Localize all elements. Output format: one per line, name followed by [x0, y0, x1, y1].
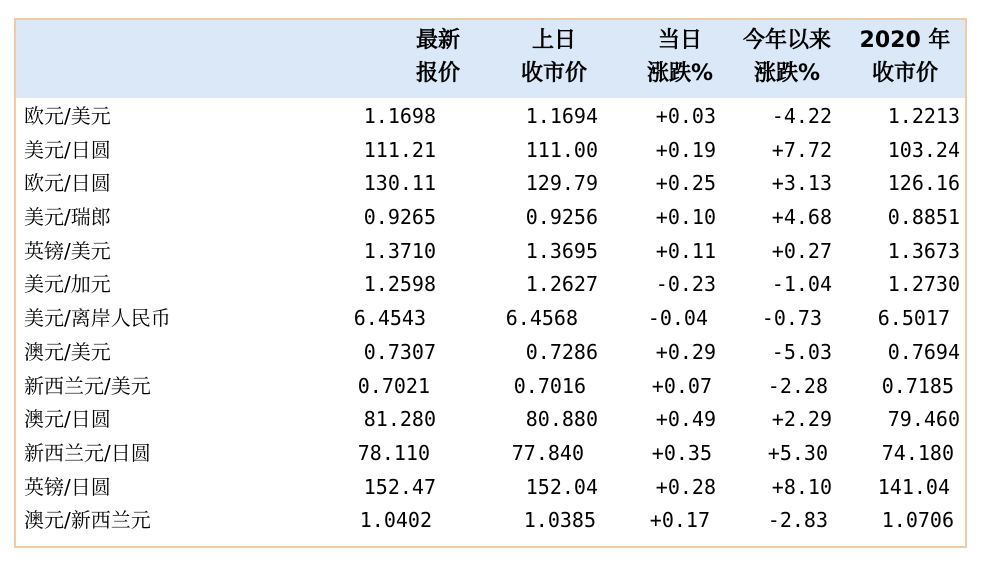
prev-close-value: 0.7286 — [525, 339, 598, 364]
latest-value: 78.110 — [357, 440, 430, 465]
close-2020-value: 1.2213 — [887, 104, 960, 128]
latest-value: 1.2598 — [363, 272, 436, 297]
table-row — [16, 201, 965, 235]
latest-value: 152.47 — [363, 474, 436, 499]
prev-close-value: 0.7016 — [513, 373, 586, 398]
header-day-change-line1: 当日 — [657, 28, 702, 53]
day-change-value: +0.29 — [655, 339, 716, 364]
prev-close-value: 0.9256 — [525, 205, 598, 230]
pair-name: 新西兰元/日圆 — [24, 440, 151, 465]
ytd-change-value: +5.30 — [767, 440, 828, 465]
prev-close-value: 80.880 — [525, 407, 598, 432]
day-change-value: +0.17 — [649, 508, 710, 533]
day-change-value: -0.04 — [647, 306, 708, 331]
pair-name: 新西兰元/美元 — [24, 373, 151, 398]
pair-name: 英镑/美元 — [24, 238, 111, 263]
header-day-change — [620, 24, 740, 90]
pair-name: 澳元/美元 — [24, 339, 111, 364]
table-header — [16, 20, 965, 98]
prev-close-value: 1.2627 — [525, 272, 598, 297]
table-row — [16, 471, 965, 505]
table-row — [16, 302, 965, 336]
ytd-change-value: -2.83 — [767, 508, 828, 533]
day-change-value: +0.11 — [655, 238, 716, 263]
pair-name: 美元/加元 — [24, 272, 111, 297]
ytd-change-value: +7.72 — [771, 137, 832, 162]
ytd-change-value: -2.28 — [767, 373, 828, 398]
table-row — [16, 370, 965, 404]
close-2020-value: 1.3673 — [887, 238, 960, 263]
prev-close-value: 129.79 — [525, 171, 598, 196]
table-row — [16, 403, 965, 437]
latest-value: 1.0402 — [359, 508, 432, 533]
table-row — [16, 167, 965, 201]
pair-name: 欧元/日圆 — [24, 171, 111, 196]
ytd-change-value: +4.68 — [771, 205, 832, 230]
header-close-2020-line2: 收市价 — [871, 61, 938, 86]
table-row — [16, 100, 965, 134]
day-change-value: -0.23 — [655, 272, 716, 297]
header-prev-close — [494, 24, 614, 90]
ytd-change-value: -0.73 — [761, 306, 822, 331]
day-change-value: +0.10 — [655, 205, 716, 230]
fx-table — [14, 18, 967, 548]
day-change-value: +0.19 — [655, 137, 716, 162]
close-2020-value: 0.7694 — [887, 339, 960, 364]
day-change-value: +0.49 — [655, 407, 716, 432]
table-row — [16, 504, 965, 538]
header-latest-line2: 报价 — [415, 61, 460, 86]
day-change-value: +0.25 — [655, 171, 716, 196]
close-2020-value: 74.180 — [881, 440, 954, 465]
header-ytd-change-line1: 今年以来 — [742, 28, 831, 53]
ytd-change-value: +8.10 — [771, 474, 832, 499]
prev-close-value: 111.00 — [525, 137, 598, 162]
close-2020-value: 1.0706 — [881, 508, 954, 533]
table-body — [16, 100, 965, 538]
day-change-value: +0.28 — [655, 474, 716, 499]
latest-value: 1.3710 — [363, 238, 436, 263]
latest-value: 111.21 — [363, 137, 436, 162]
pair-name: 美元/瑞郎 — [24, 205, 111, 230]
header-prev-close-line1: 上日 — [531, 28, 576, 53]
close-2020-value: 79.460 — [887, 407, 960, 432]
header-prev-close-line2: 收市价 — [520, 61, 587, 86]
table-row — [16, 134, 965, 168]
ytd-change-value: +0.27 — [771, 238, 832, 263]
prev-close-value: 77.840 — [511, 440, 584, 465]
close-2020-value: 0.8851 — [887, 205, 960, 230]
header-latest — [378, 24, 498, 90]
close-2020-value: 103.24 — [887, 137, 960, 162]
header-day-change-line2: 涨跌% — [646, 61, 714, 86]
day-change-value: +0.35 — [651, 440, 712, 465]
latest-value: 130.11 — [363, 171, 436, 196]
latest-value: 0.7021 — [357, 373, 430, 398]
ytd-change-value: -1.04 — [771, 272, 832, 297]
prev-close-value: 1.1694 — [525, 104, 598, 128]
table-row — [16, 336, 965, 370]
header-close-2020 — [845, 24, 965, 90]
ytd-change-value: -5.03 — [771, 339, 832, 364]
close-2020-value: 0.7185 — [881, 373, 954, 398]
prev-close-value: 1.3695 — [525, 238, 598, 263]
pair-name: 澳元/新西兰元 — [24, 508, 151, 533]
latest-value: 0.7307 — [363, 339, 436, 364]
latest-value: 0.9265 — [363, 205, 436, 230]
header-latest-line1: 最新 — [415, 28, 460, 53]
pair-name: 美元/日圆 — [24, 137, 111, 162]
prev-close-value: 6.4568 — [505, 306, 578, 331]
pair-name: 欧元/美元 — [24, 104, 111, 128]
pair-name: 澳元/日圆 — [24, 407, 111, 432]
close-2020-value: 141.04 — [877, 474, 950, 499]
header-ytd-change-line2: 涨跌% — [753, 61, 821, 86]
table-row — [16, 268, 965, 302]
latest-value: 81.280 — [363, 407, 436, 432]
prev-close-value: 152.04 — [525, 474, 598, 499]
close-2020-value: 6.5017 — [877, 306, 950, 331]
prev-close-value: 1.0385 — [523, 508, 596, 533]
pair-name: 美元/离岸人民币 — [24, 306, 171, 331]
close-2020-value: 126.16 — [887, 171, 960, 196]
day-change-value: +0.03 — [655, 104, 716, 128]
header-close-2020-line1: 2020 年 — [859, 28, 951, 53]
day-change-value: +0.07 — [651, 373, 712, 398]
ytd-change-value: +3.13 — [771, 171, 832, 196]
table-row — [16, 437, 965, 471]
ytd-change-value: -4.22 — [771, 104, 832, 128]
latest-value: 6.4543 — [353, 306, 426, 331]
table-row — [16, 235, 965, 269]
header-ytd-change — [727, 24, 847, 90]
pair-name: 英镑/日圆 — [24, 474, 111, 499]
close-2020-value: 1.2730 — [887, 272, 960, 297]
latest-value: 1.1698 — [363, 104, 436, 128]
ytd-change-value: +2.29 — [771, 407, 832, 432]
